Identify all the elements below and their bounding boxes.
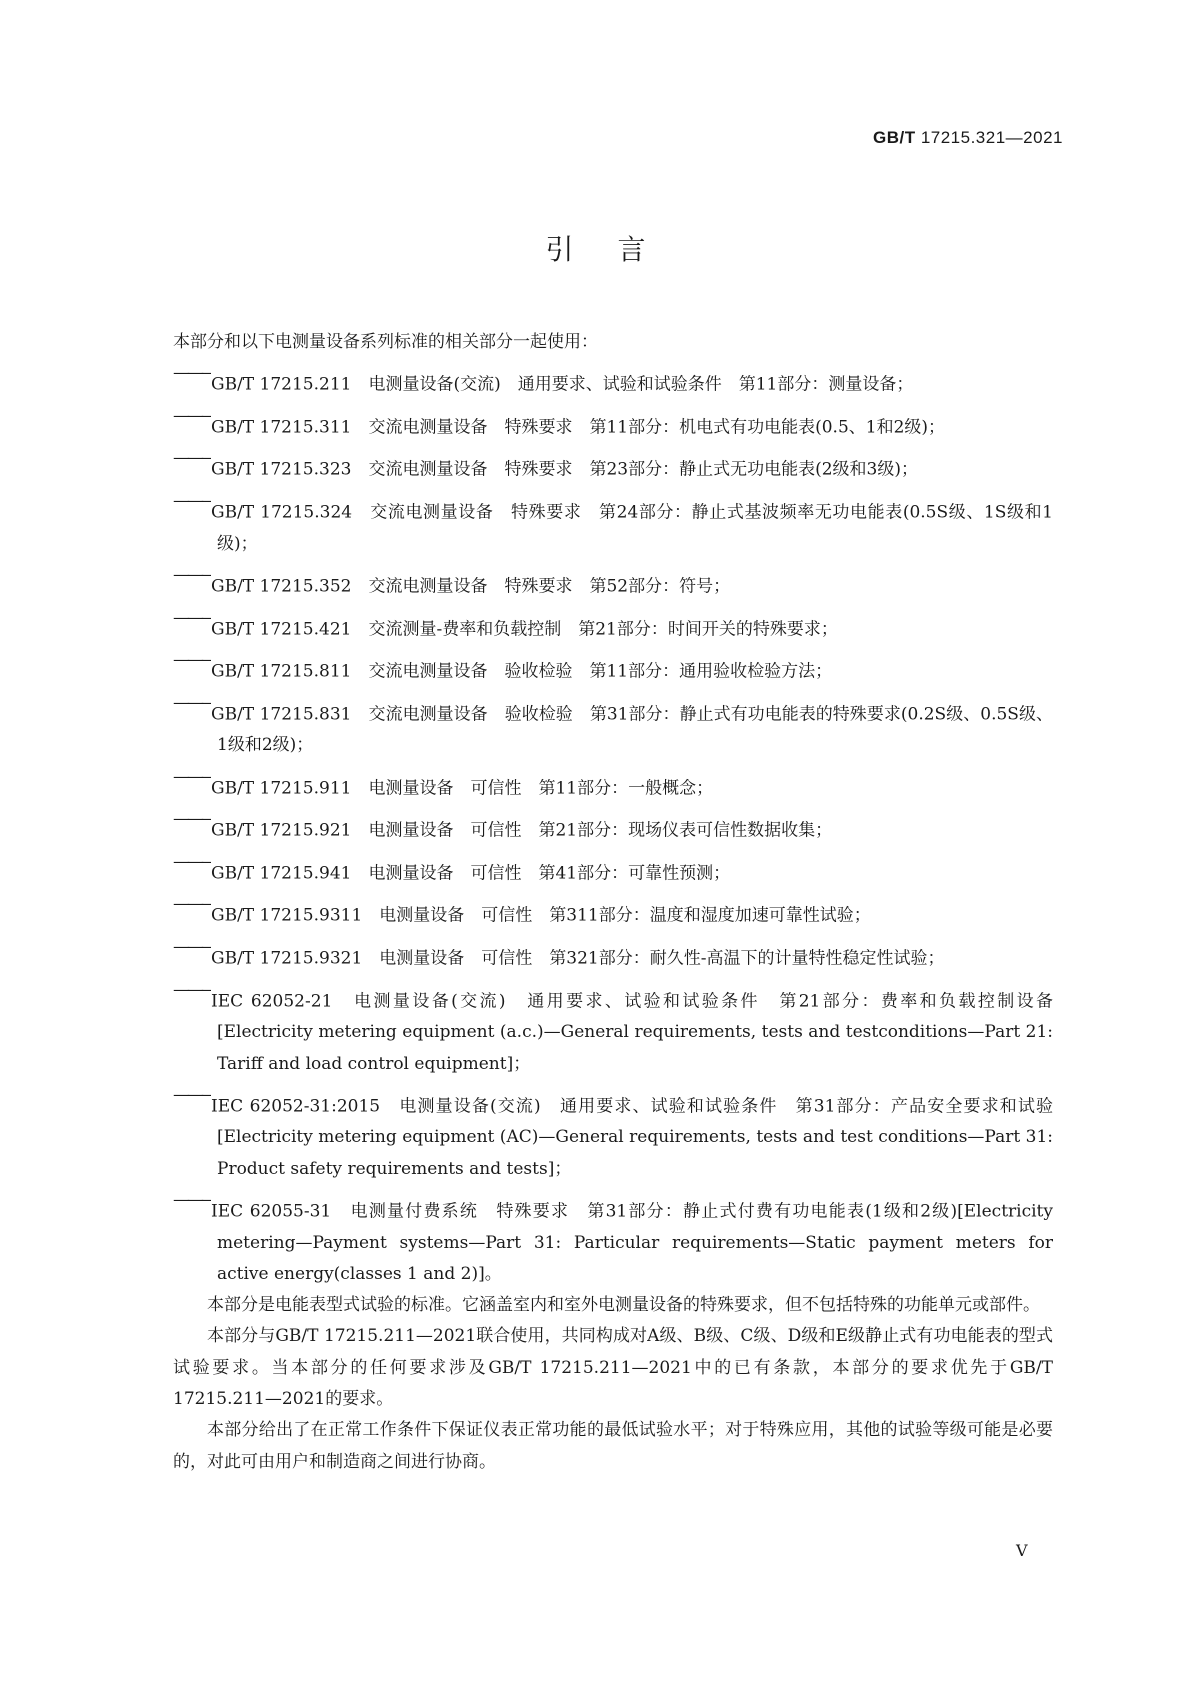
- standard-code-number: 17215.321—2021: [920, 128, 1063, 147]
- dash-marker: [173, 1185, 211, 1216]
- body-paragraph: 本部分给出了在正常工作条件下保证仪表正常功能的最低试验水平；对于特殊应用，其他的试验等级可能是必要的，对此可由用户和制造商之间进行协商。: [173, 1420, 1053, 1472]
- reference-item: —————GB/T 17215.811 交流电测量设备 验收检验 第11部分：通用验收检验方法；: [173, 645, 1053, 688]
- dash-marker: [173, 932, 211, 963]
- dash-marker: [173, 443, 211, 474]
- document-body: [173, 327, 1053, 1478]
- reference-item: —————GB/T 17215.311 交流电测量设备 特殊要求 第11部分：机电式有功电能表(0.5、1和2级)；: [173, 401, 1053, 444]
- reference-item: —————GB/T 17215.211 电测量设备(交流) 通用要求、试验和试验条件 第11部分：测量设备；: [173, 358, 1053, 401]
- dash-marker: [173, 1080, 211, 1111]
- reference-item: —————GB/T 17215.921 电测量设备 可信性 第21部分：现场仪表可信性数据收集；: [173, 804, 1053, 847]
- dash-marker: [173, 401, 211, 432]
- dash-marker: [173, 762, 211, 793]
- reference-item: —————GB/T 17215.421 交流测量-费率和负载控制 第21部分：时间开关的特殊要求；: [173, 603, 1053, 646]
- intro-paragraph: 本部分和以下电测量设备系列标准的相关部分一起使用：: [173, 332, 598, 352]
- reference-item: —————GB/T 17215.941 电测量设备 可信性 第41部分：可靠性预测；: [173, 847, 1053, 890]
- dash-marker: [173, 486, 211, 517]
- reference-item: —————IEC 62052-21 电测量设备(交流) 通用要求、试验和试验条件 第21部分：费率和负载控制设备[Electricity metering equipment (a.c.)—General requirements, tests and testconditions—Part 21: Tariff and load control equipment]；: [173, 975, 1053, 1080]
- dash-marker: [173, 560, 211, 591]
- body-paragraph: 本部分与GB/T 17215.211—2021联合使用，共同构成对A级、B级、C级、D级和E级静止式有功电能表的型式试验要求。当本部分的任何要求涉及GB/T 17215.211—2021中的已有条款，本部分的要求优先于GB/T 17215.211—2021的要求。: [173, 1326, 1053, 1410]
- reference-item: —————IEC 62052-31:2015 电测量设备(交流) 通用要求、试验和试验条件 第31部分：产品安全要求和试验[Electricity metering equipment (AC)—General requirements, tests and test conditions—Part 31: Product safety requirements and tests]；: [173, 1080, 1053, 1185]
- dash-marker: [173, 975, 211, 1006]
- standard-code: [873, 128, 1063, 148]
- reference-item: —————GB/T 17215.352 交流电测量设备 特殊要求 第52部分：符号；: [173, 560, 1053, 603]
- reference-item: —————GB/T 17215.911 电测量设备 可信性 第11部分：一般概念；: [173, 762, 1053, 805]
- dash-marker: [173, 603, 211, 634]
- reference-list: [173, 358, 1053, 1290]
- dash-marker: [173, 804, 211, 835]
- reference-item: —————GB/T 17215.324 交流电测量设备 特殊要求 第24部分：静止式基波频率无功电能表(0.5S级、1S级和1级)；: [173, 486, 1053, 560]
- dash-marker: [173, 847, 211, 878]
- reference-item: —————GB/T 17215.9321 电测量设备 可信性 第321部分：耐久性-高温下的计量特性稳定性试验；: [173, 932, 1053, 975]
- dash-marker: [173, 688, 211, 719]
- dash-marker: [173, 889, 211, 920]
- reference-item: —————IEC 62055-31 电测量付费系统 特殊要求 第31部分：静止式付费有功电能表(1级和2级)[Electricity metering—Payment systems—Part 31: Particular requirements—Static payment meters for active energy(classes 1 and 2)]。: [173, 1185, 1053, 1290]
- body-paragraph: 本部分是电能表型式试验的标准。它涵盖室内和室外电测量设备的特殊要求，但不包括特殊的功能单元或部件。: [207, 1295, 1040, 1316]
- reference-item: —————GB/T 17215.9311 电测量设备 可信性 第311部分：温度和湿度加速可靠性试验；: [173, 889, 1053, 932]
- dash-marker: [173, 358, 211, 389]
- dash-marker: [173, 645, 211, 676]
- reference-item: —————GB/T 17215.831 交流电测量设备 验收检验 第31部分：静止式有功电能表的特殊要求(0.2S级、0.5S级、1级和2级)；: [173, 688, 1053, 762]
- page-number: V: [1016, 1541, 1028, 1560]
- reference-item: —————GB/T 17215.323 交流电测量设备 特殊要求 第23部分：静止式无功电能表(2级和3级)；: [173, 443, 1053, 486]
- standard-code-prefix: GB/T: [872, 128, 916, 147]
- section-title: 引言: [545, 233, 690, 266]
